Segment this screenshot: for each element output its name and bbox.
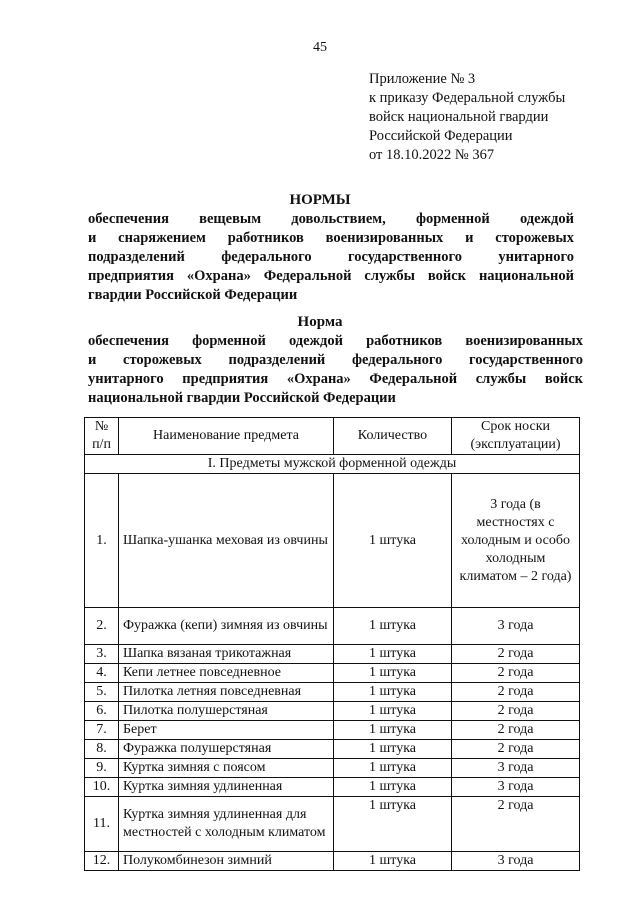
- norms-subtitle: [88, 210, 574, 305]
- row-wear-term: 3 года: [452, 852, 580, 871]
- row-number: 4.: [85, 664, 119, 683]
- row-number: 8.: [85, 740, 119, 759]
- row-number: 6.: [85, 702, 119, 721]
- row-wear-term: 2 года: [452, 683, 580, 702]
- table-row: [85, 797, 580, 852]
- row-item-name: Пилотка летняя повседневная: [119, 683, 334, 702]
- table-row: [85, 740, 580, 759]
- norms-table: [84, 417, 580, 871]
- row-quantity: 1 штука: [334, 683, 452, 702]
- row-quantity: 1 штука: [334, 721, 452, 740]
- subtitle-line: унитарного предприятия «Охрана» Федеральной службы войск: [88, 371, 583, 387]
- row-item-name: Полукомбинезон зимний: [119, 852, 334, 871]
- row-item-name: Фуражка полушерстяная: [119, 740, 334, 759]
- table-row: [85, 664, 580, 683]
- row-wear-term: 2 года: [452, 702, 580, 721]
- row-quantity: 1 штука: [334, 645, 452, 664]
- appendix-block: [369, 70, 565, 165]
- row-quantity: 1 штука: [334, 608, 452, 645]
- table-row: [85, 778, 580, 797]
- appendix-line: к приказу Федеральной службы: [369, 90, 566, 106]
- row-item-name: Куртка зимняя удлиненная для местностей с холодным климатом: [119, 797, 334, 852]
- table-row: [85, 702, 580, 721]
- subtitle-line: национальной гвардии Российской Федерации: [88, 390, 396, 406]
- header-number: № п/п: [85, 418, 119, 455]
- norm-heading: Норма: [297, 314, 343, 330]
- row-wear-term: 2 года: [452, 797, 580, 852]
- appendix-line: войск национальной гвардии: [369, 109, 549, 125]
- row-number: 12.: [85, 852, 119, 871]
- table-row: [85, 759, 580, 778]
- row-number: 7.: [85, 721, 119, 740]
- row-number: 3.: [85, 645, 119, 664]
- row-item-name: Шапка-ушанка меховая из овчины: [119, 474, 334, 608]
- row-item-name: Куртка зимняя удлиненная: [119, 778, 334, 797]
- section-title: I. Предметы мужской форменной одежды: [85, 455, 580, 474]
- row-quantity: 1 штука: [334, 740, 452, 759]
- subtitle-line: гвардии Российской Федерации: [88, 287, 298, 303]
- appendix-line: Российской Федерации: [369, 128, 513, 144]
- row-wear-term: 3 года: [452, 778, 580, 797]
- header-wear-term: Срок носки (эксплуатации): [452, 418, 580, 455]
- row-item-name: Берет: [119, 721, 334, 740]
- row-wear-term: 2 года: [452, 664, 580, 683]
- row-number: 11.: [85, 797, 119, 852]
- subtitle-line: подразделений федерального государственного унитарного: [88, 249, 574, 265]
- subtitle-line: и сторожевых подразделений федерального государственного: [88, 352, 583, 368]
- row-wear-term: 3 года (в местностях с холодным и особо холодным климатом – 2 года): [452, 474, 580, 608]
- row-quantity: 1 штука: [334, 664, 452, 683]
- row-number: 5.: [85, 683, 119, 702]
- norms-heading: НОРМЫ: [289, 192, 351, 208]
- row-quantity: 1 штука: [334, 852, 452, 871]
- row-number: 9.: [85, 759, 119, 778]
- subtitle-line: обеспечения вещевым довольствием, форменной одеждой: [88, 211, 574, 227]
- row-wear-term: 3 года: [452, 759, 580, 778]
- row-number: 1.: [85, 474, 119, 608]
- table-row: [85, 721, 580, 740]
- subtitle-line: обеспечения форменной одеждой работников военизированных: [88, 333, 583, 349]
- row-item-name: Кепи летнее повседневное: [119, 664, 334, 683]
- norm-subtitle: [88, 332, 583, 408]
- row-quantity: 1 штука: [334, 702, 452, 721]
- row-item-name: Шапка вязаная трикотажная: [119, 645, 334, 664]
- appendix-line: от 18.10.2022 № 367: [369, 147, 495, 163]
- table-row: [85, 852, 580, 871]
- row-wear-term: 2 года: [452, 740, 580, 759]
- section-row: [85, 455, 580, 474]
- row-wear-term: 2 года: [452, 721, 580, 740]
- row-number: 10.: [85, 778, 119, 797]
- row-wear-term: 2 года: [452, 645, 580, 664]
- subtitle-line: и снаряжением работников военизированных и сторожевых: [88, 230, 574, 246]
- row-item-name: Фуражка (кепи) зимняя из овчины: [119, 608, 334, 645]
- row-quantity: 1 штука: [334, 759, 452, 778]
- row-item-name: Куртка зимняя с поясом: [119, 759, 334, 778]
- header-item-name: Наименование предмета: [119, 418, 334, 455]
- header-quantity: Количество: [334, 418, 452, 455]
- row-item-name: Пилотка полушерстяная: [119, 702, 334, 721]
- subtitle-line: предприятия «Охрана» Федеральной службы войск национальной: [88, 268, 574, 284]
- table-row: [85, 608, 580, 645]
- table-row: [85, 645, 580, 664]
- row-quantity: 1 штука: [334, 474, 452, 608]
- page-number: 45: [313, 40, 327, 55]
- row-number: 2.: [85, 608, 119, 645]
- appendix-line: Приложение № 3: [369, 71, 476, 87]
- row-wear-term: 3 года: [452, 608, 580, 645]
- table-row: [85, 474, 580, 608]
- row-quantity: 1 штука: [334, 778, 452, 797]
- table-header-row: [85, 418, 580, 455]
- row-quantity: 1 штука: [334, 797, 452, 852]
- table-row: [85, 683, 580, 702]
